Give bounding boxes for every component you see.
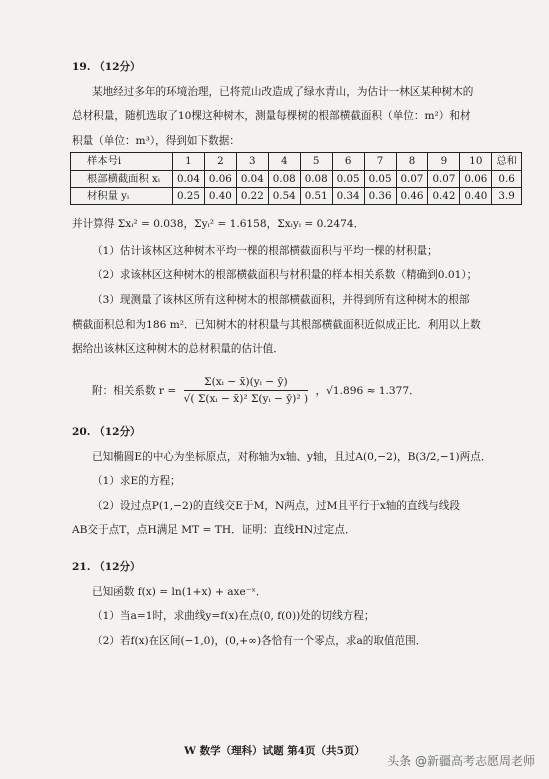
q21-part2: （2）若f(x)在区间(−1,0)，(0,+∞)各恰有一个零点，求a的取值范围． xyxy=(92,634,427,647)
q21-line1: 已知函数 f(x) = ln(1+x) + axe⁻ˣ． xyxy=(92,585,267,598)
q20-part2: （2）设过点P(1,−2)的直线交E于M，N两点，过M且平行于x轴的直线与线段 xyxy=(92,499,460,512)
q19-formula-note xyxy=(72,377,509,405)
table-cell: 0.08 xyxy=(268,170,300,187)
table-row xyxy=(71,187,522,204)
table-header-cell: 9 xyxy=(428,153,460,170)
table-cell: 0.42 xyxy=(428,187,460,204)
table-header-cell: 3 xyxy=(236,153,268,170)
table-cell: 0.06 xyxy=(460,170,492,187)
q19-line3: 积量（单位：m³），得到如下数据： xyxy=(72,134,240,147)
table-cell: 0.51 xyxy=(300,187,332,204)
q19-part1: （1）估计该林区这种树木平均一棵的根部横截面积与平均一棵的材积量； xyxy=(92,244,438,257)
table-cell: 0.22 xyxy=(236,187,268,204)
q19-data-table xyxy=(70,152,522,205)
q20-header: 20. （12分） xyxy=(72,426,141,439)
q19-part3b: 横截面积总和为186 m²．已知树木的材积量与其根部横截面积近似成正比．利用以上数 xyxy=(72,318,481,331)
correlation-fraction xyxy=(184,377,309,405)
formula-suffix: ，√1.896 ≈ 1.377． xyxy=(315,384,420,397)
q20-part1: （1）求E的方程； xyxy=(92,475,181,488)
table-cell: 0.07 xyxy=(428,170,460,187)
q19-sums: 并计算得 Σxᵢ² = 0.038，Σyᵢ² = 1.6158，Σxᵢyᵢ = 0.2474． xyxy=(72,218,365,231)
question-21 xyxy=(72,562,509,646)
q19-part3a: （3）现测量了该林区所有这种树木的根部横截面积，并得到所有这种树木的根部 xyxy=(92,294,470,307)
table-row-label: 根部横截面积 xᵢ xyxy=(71,170,173,187)
question-20 xyxy=(72,427,509,536)
table-cell: 0.07 xyxy=(396,170,428,187)
table-header-cell: 6 xyxy=(332,153,364,170)
table-cell: 0.04 xyxy=(236,170,268,187)
table-cell: 0.54 xyxy=(268,187,300,204)
table-header-cell: 2 xyxy=(204,153,236,170)
table-header-row xyxy=(71,153,522,170)
q19-line1: 某地经过多年的环境治理，已将荒山改造成了绿水青山，为估计一林区某种树木的 xyxy=(92,85,474,98)
table-cell: 3.9 xyxy=(492,187,522,204)
table-cell: 0.46 xyxy=(396,187,428,204)
table-cell: 0.05 xyxy=(364,170,396,187)
q21-part1: （1）当a=1时，求曲线y=f(x)在点(0, f(0))处的切线方程； xyxy=(92,610,375,623)
fraction-denominator: √( Σ(xᵢ − x̄)² Σ(yᵢ − ȳ)² ) xyxy=(183,393,309,406)
table-header-cell: 1 xyxy=(172,153,204,170)
q20-line1: 已知椭圆E的中心为坐标原点，对称轴为x轴、y轴，且过A(0,−2)，B(3/2,−1)两点． xyxy=(92,450,492,463)
q19-part3c: 据给出该林区这种树木的总材积量的估计值． xyxy=(72,343,284,356)
question-19 xyxy=(72,61,517,406)
table-header-cell: 10 xyxy=(460,153,492,170)
q19-header: 19. （12分） xyxy=(72,61,141,73)
q21-header: 21. （12分） xyxy=(72,560,141,573)
table-cell: 0.25 xyxy=(172,187,204,204)
table-cell: 0.05 xyxy=(332,170,364,187)
table-header-cell: 7 xyxy=(364,153,396,170)
watermark: 头条 @新疆高考志愿周老师 xyxy=(387,754,535,768)
table-cell: 0.36 xyxy=(364,187,396,204)
table-row-label: 材积量 yᵢ xyxy=(71,187,173,204)
table-cell: 0.06 xyxy=(204,170,236,187)
page-footer: W 数学（理科）试题 第4页（共5页） xyxy=(184,745,365,757)
table-cell: 0.04 xyxy=(172,170,204,187)
q20-part2b: AB交于点T，点H满足 MT = TH．证明：直线HN过定点． xyxy=(72,524,356,537)
table-cell: 0.40 xyxy=(204,187,236,204)
formula-prefix: 附：相关系数 r = xyxy=(92,384,177,397)
table-cell: 0.6 xyxy=(492,170,522,187)
table-row xyxy=(71,170,522,187)
table-header-cell: 样本号i xyxy=(71,153,173,170)
q19-part2: （2）求该林区这种树木的根部横截面积与材积量的样本相关系数（精确到0.01）； xyxy=(92,269,478,282)
table-header-cell: 总和 xyxy=(492,153,522,170)
table-cell: 0.08 xyxy=(300,170,332,187)
table-header-cell: 8 xyxy=(396,153,428,170)
fraction-numerator: Σ(xᵢ − x̄)(yᵢ − ȳ) xyxy=(184,377,309,392)
q19-line2: 总材积量，随机选取了10棵这种树木，测量每棵树的根部横截面积（单位：m²）和材 xyxy=(72,110,471,123)
table-header-cell: 4 xyxy=(268,153,300,170)
table-cell: 0.34 xyxy=(332,187,364,204)
table-header-cell: 5 xyxy=(300,153,332,170)
table-cell: 0.40 xyxy=(460,187,492,204)
